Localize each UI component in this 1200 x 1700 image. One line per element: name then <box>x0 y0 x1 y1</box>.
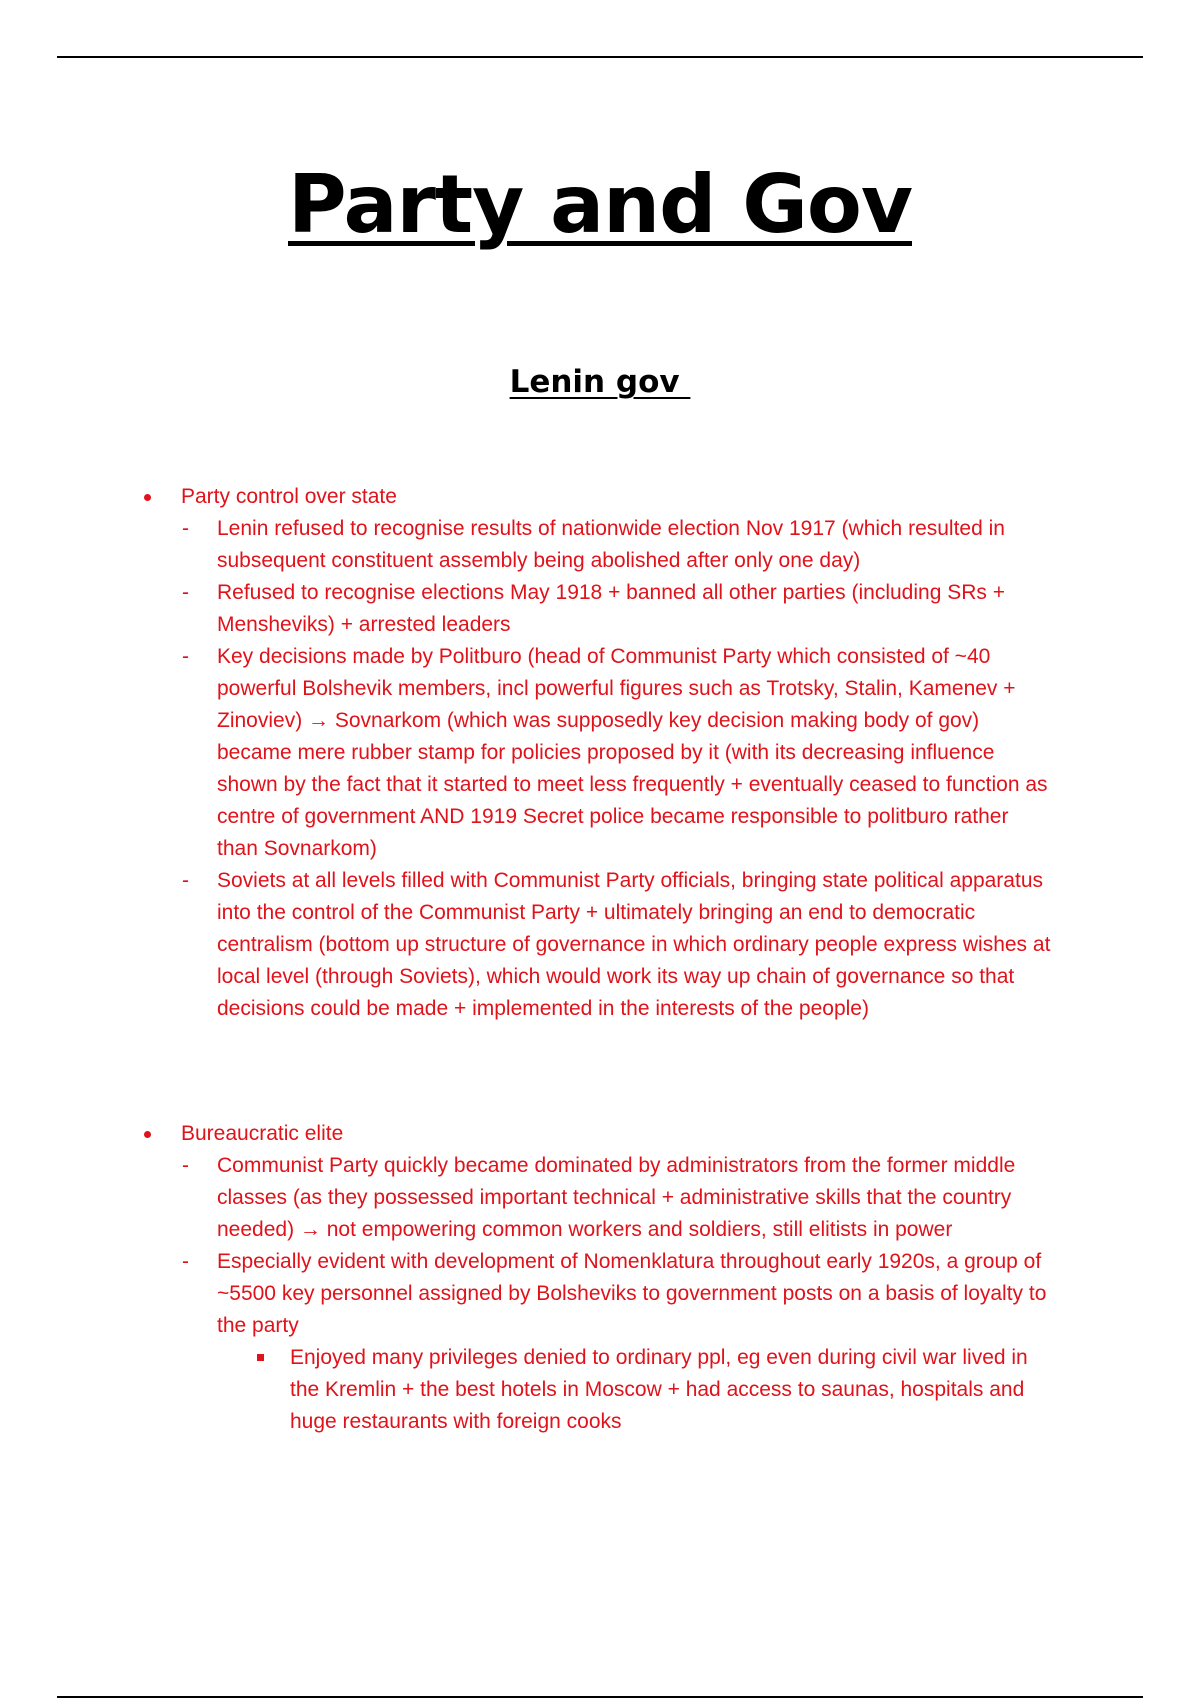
section-party-control <box>140 481 1060 1025</box>
bullet-icon <box>144 494 151 501</box>
footer-rule <box>57 1696 1143 1698</box>
list-item-text: Communist Party quickly became dominated by administrators from the former middle classes (as they possessed important technical + administrative skills that the country needed) → not empowering common workers and soldiers, still elitists in power <box>217 1154 1016 1241</box>
header-rule <box>57 56 1143 58</box>
list-item <box>140 865 1060 1025</box>
list-item <box>140 513 1060 577</box>
list-item-text: Especially evident with development of Nomenklatura throughout early 1920s, a group of ~5500 key personnel assigned by Bolsheviks to government posts on a basis of loyalty to the party <box>217 1250 1047 1337</box>
bullet-icon <box>144 1131 151 1138</box>
list-item-text: Lenin refused to recognise results of nationwide election Nov 1917 (which resulted in subsequent constituent assembly being abolished after only one day) <box>217 517 1005 572</box>
nested-list-item <box>140 1342 1060 1438</box>
list-item <box>140 577 1060 641</box>
list-item <box>140 1246 1060 1342</box>
nested-list-item-text: Enjoyed many privileges denied to ordinary ppl, eg even during civil war lived in the Kremlin + the best hotels in Moscow + had access to saunas, hospitals and huge restaurants with foreign cooks <box>290 1346 1028 1433</box>
square-bullet-icon <box>257 1354 264 1361</box>
dash-icon: - <box>182 1250 189 1273</box>
dash-icon: - <box>182 517 189 540</box>
page-title: Party and Gov <box>288 158 912 251</box>
topic-bullet <box>140 1118 1060 1150</box>
dash-icon: - <box>182 869 189 892</box>
dash-icon: - <box>182 1154 189 1177</box>
section-bureaucratic-elite <box>140 1118 1060 1438</box>
section-title: Lenin gov <box>509 364 691 400</box>
list-item <box>140 1150 1060 1246</box>
topic-bullet <box>140 481 1060 513</box>
list-item <box>140 641 1060 865</box>
topic-heading: Bureaucratic elite <box>181 1122 344 1145</box>
dash-icon: - <box>182 581 189 604</box>
dash-icon: - <box>182 645 189 668</box>
topic-heading: Party control over state <box>181 485 397 508</box>
list-item-text: Soviets at all levels filled with Communist Party officials, bringing state political apparatus into the control of the Communist Party + ultimately bringing an end to democratic centralism (bottom up structure of governance in which ordinary people express wishes at local level (through Soviets), which would work its way up chain of governance so that decisions could be made + implemented in the interests of the people) <box>217 869 1051 1020</box>
list-item-text: Refused to recognise elections May 1918 + banned all other parties (including SRs + Mensheviks) + arrested leaders <box>217 581 1005 636</box>
list-item-text: Key decisions made by Politburo (head of Communist Party which consisted of ~40 powerful Bolshevik members, incl powerful figures such as Trotsky, Stalin, Kamenev + Zinoviev) → Sovnarkom (which was supposedly key decision making body of gov) became mere rubber stamp for policies proposed by it (with its decreasing influence shown by the fact that it started to meet less frequently + eventually ceased to function as centre of government AND 1919 Secret police became responsible to politburo rather than Sovnarkom) <box>217 645 1048 860</box>
